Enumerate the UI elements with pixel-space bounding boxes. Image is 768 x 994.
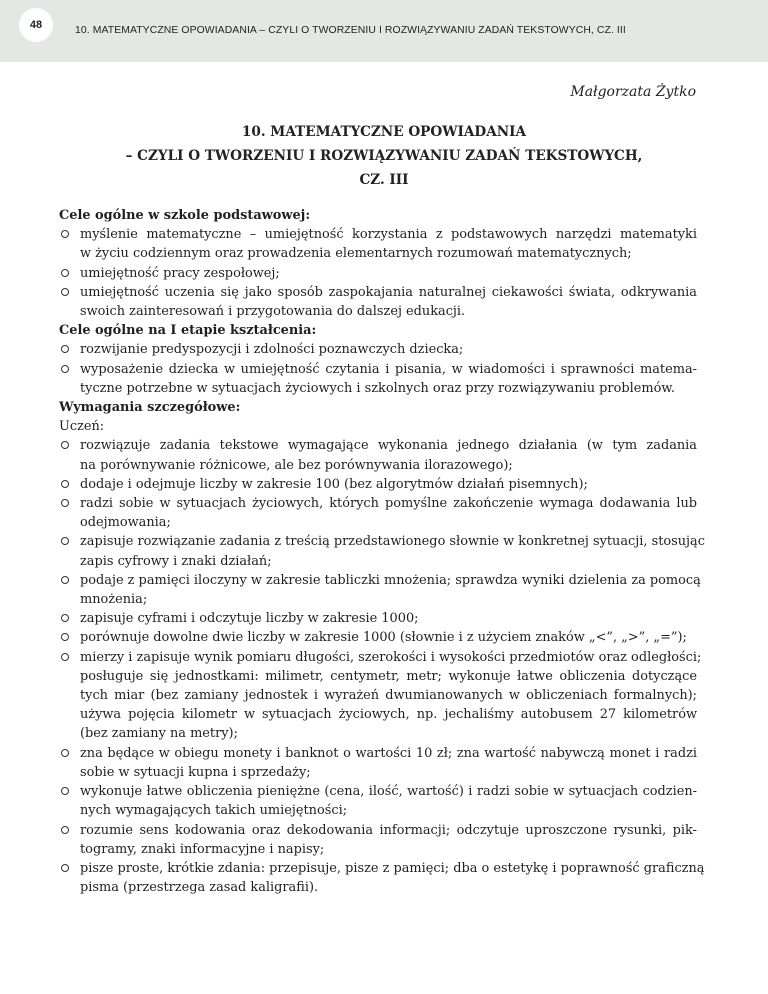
- list-item-line: tych miar (bez zamiany jednostek i wyrażeń dwumianowanych w obliczeniach formalnych);: [80, 688, 697, 704]
- chapter-title-line: – CZYLI O TWORZENIU I ROZWIĄZYWANIU ZADAŃ TEKSTOWYCH,: [125, 148, 643, 164]
- section-heading: Wymagania szczegółowe:: [59, 400, 241, 416]
- list-item: [59, 648, 702, 744]
- list-item: [59, 571, 701, 609]
- list-item-line: zapisuje rozwiązanie zadania z treścią przedstawionego słownie w konkretnej sytuacji, stosując: [80, 534, 705, 550]
- circle-bullet-icon: [61, 230, 69, 238]
- list-item-line: rozwijanie predyspozycji i zdolności poznawczych dziecka;: [80, 342, 464, 358]
- list-item-line: rozumie sens kodowania oraz dekodowania informacji; odczytuje uproszczone rysunki, pik-: [80, 822, 697, 838]
- list-item-line: na porównywanie różnicowe, ale bez porównywania ilorazowego);: [80, 457, 513, 473]
- list-item-line: sobie w sytuacji kupna i sprzedaży;: [80, 764, 311, 780]
- list-item: [59, 340, 697, 359]
- list-item-line: umiejętność pracy zespołowej;: [80, 265, 280, 281]
- circle-bullet-icon: [61, 749, 69, 757]
- chapter-title: [60, 120, 708, 192]
- list-item: [59, 744, 697, 782]
- list-item-line: swoich zainteresowań i przygotowania do dalszej edukacji.: [80, 304, 466, 320]
- list-item: [59, 436, 697, 474]
- list-item-line: pisze proste, krótkie zdania: przepisuje, pisze z pamięci; dba o estetykę i poprawność graficzną: [80, 860, 705, 876]
- list-item-line: zna będące w obiegu monety i banknot o wartości 10 zł; zna wartość nabywczą monet i radzi: [80, 745, 697, 761]
- list-item-line: (bez zamiany na metry);: [80, 726, 238, 742]
- list-item: [59, 782, 697, 820]
- section-heading: Cele ogólne w szkole podstawowej:: [59, 208, 311, 223]
- circle-bullet-icon: [61, 441, 69, 449]
- circle-bullet-icon: [61, 345, 69, 353]
- circle-bullet-icon: [61, 537, 69, 545]
- list-item: [59, 532, 705, 570]
- bullet-list: [59, 436, 705, 897]
- bullet-list: [59, 225, 697, 321]
- chapter-title-line: 10. MATEMATYCZNE OPOWIADANIA: [241, 124, 527, 140]
- list-item-line: podaje z pamięci iloczyny w zakresie tabliczki mnożenia; sprawdza wyniki dzielenia za pomocą: [80, 572, 701, 588]
- list-item-line: nych wymagających takich umiejętności;: [80, 803, 348, 819]
- page-number-badge: 48: [19, 8, 53, 42]
- list-item: [59, 264, 697, 283]
- circle-bullet-icon: [61, 269, 69, 277]
- list-item-line: togramy, znaki informacyjne i napisy;: [80, 841, 325, 857]
- list-item-line: myślenie matematyczne – umiejętność korzystania z podstawowych narzędzi matematyki: [80, 227, 697, 243]
- circle-bullet-icon: [61, 614, 69, 622]
- list-item-line: wyposażenie dziecka w umiejętność czytania i pisania, w wiadomości i sprawności matema-: [80, 361, 697, 377]
- list-item-line: mnożenia;: [80, 592, 148, 608]
- list-item-line: mierzy i zapisuje wynik pomiaru długości, szerokości i wysokości przedmiotów oraz odległości;: [80, 649, 702, 665]
- body-text: [59, 206, 705, 897]
- list-item: [59, 283, 697, 321]
- list-item: [59, 494, 697, 532]
- list-item-line: pisma (przestrzega zasad kaligrafii).: [80, 880, 319, 896]
- circle-bullet-icon: [61, 576, 69, 584]
- circle-bullet-icon: [61, 826, 69, 834]
- list-item-line: wykonuje łatwe obliczenia pieniężne (cena, ilość, wartość) i radzi sobie w sytuacjach codzien-: [80, 784, 697, 800]
- list-item: [59, 360, 697, 398]
- circle-bullet-icon: [61, 633, 69, 641]
- list-item-line: używa pojęcia kilometr w sytuacjach życiowych, np. jechaliśmy autobusem 27 kilometrów: [80, 707, 697, 723]
- list-item-line: dodaje i odejmuje liczby w zakresie 100 (bez algorytmów działań pisemnych);: [80, 476, 588, 492]
- circle-bullet-icon: [61, 653, 69, 661]
- list-item-line: zapis cyfrowy i znaki działań;: [80, 553, 272, 569]
- list-item: [59, 628, 697, 647]
- list-item-line: posługuje się jednostkami: milimetr, centymetr, metr; wykonuje łatwe obliczenia dotyczące: [80, 668, 697, 684]
- list-item-line: w życiu codziennym oraz prowadzenia elementarnych rozumowań matematycznych;: [80, 246, 632, 262]
- section-heading: Cele ogólne na I etapie kształcenia:: [59, 323, 317, 339]
- list-item: [59, 225, 697, 263]
- chapter-title-line: CZ. III: [359, 172, 409, 188]
- circle-bullet-icon: [61, 480, 69, 488]
- circle-bullet-icon: [61, 864, 69, 872]
- bullet-list: [59, 340, 697, 398]
- list-item: [59, 821, 697, 859]
- circle-bullet-icon: [61, 365, 69, 373]
- list-item-line: rozwiązuje zadania tekstowe wymagające wykonania jednego działania (w tym zadania: [80, 438, 697, 454]
- author-name: Małgorzata Żytko: [570, 84, 696, 100]
- list-item-line: odejmowania;: [80, 515, 171, 531]
- list-item-line: radzi sobie w sytuacjach życiowych, których pomyślne zakończenie wymaga dodawania lub: [80, 496, 697, 512]
- list-item-line: umiejętność uczenia się jako sposób zaspokajania naturalnej ciekawości świata, odkrywania: [80, 284, 697, 300]
- circle-bullet-icon: [61, 288, 69, 296]
- running-title: 10. MATEMATYCZNE OPOWIADANIA – CZYLI O TWORZENIU I ROZWIĄZYWANIU ZADAŃ TEKSTOWYCH, CZ. III: [75, 25, 626, 36]
- list-item: [59, 609, 697, 628]
- list-item-line: porównuje dowolne dwie liczby w zakresie 1000 (słownie i z użyciem znaków „<”, „>”, „=”);: [80, 630, 687, 646]
- circle-bullet-icon: [61, 499, 69, 507]
- list-item-line: tyczne potrzebne w sytuacjach życiowych i szkolnych oraz przy rozwiązywaniu problemów.: [80, 380, 675, 396]
- list-item-line: zapisuje cyframi i odczytuje liczby w zakresie 1000;: [80, 611, 419, 627]
- list-item: [59, 475, 697, 494]
- page-header: [0, 0, 768, 62]
- section-intro: Uczeń:: [59, 419, 105, 435]
- circle-bullet-icon: [61, 787, 69, 795]
- list-item: [59, 859, 705, 897]
